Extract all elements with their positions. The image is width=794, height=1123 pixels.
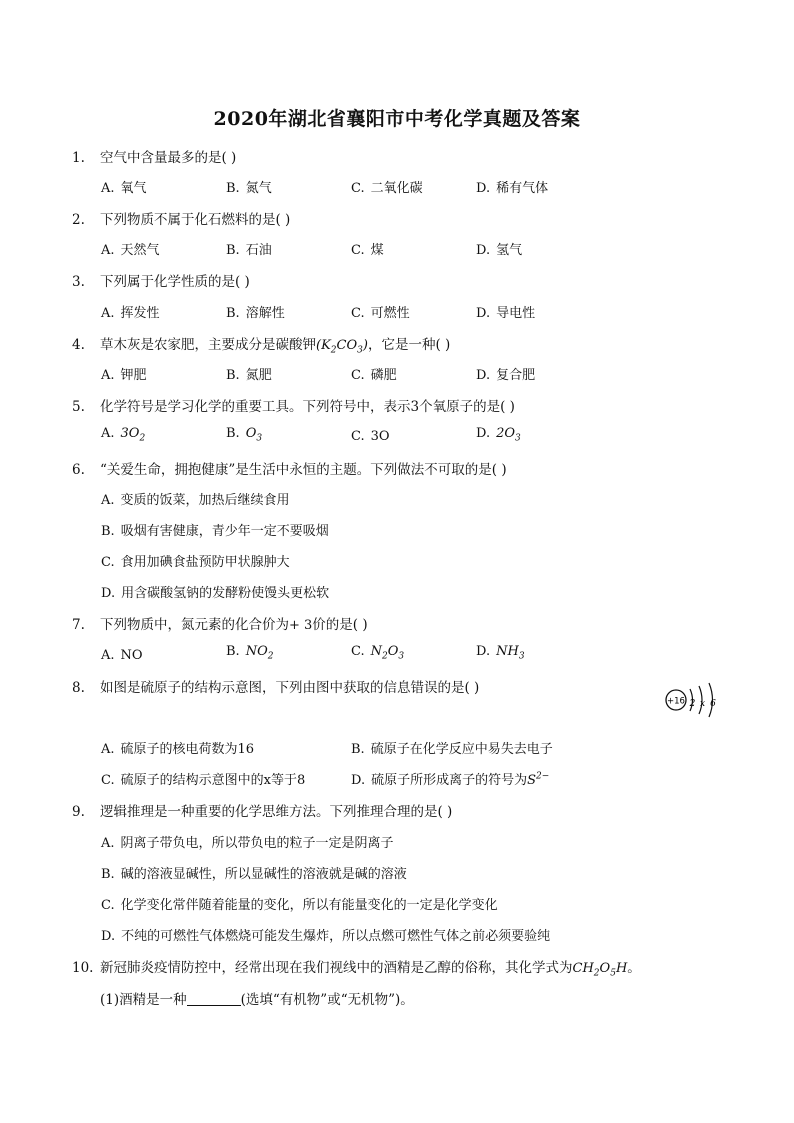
- sulfur-atom-diagram: [664, 680, 722, 720]
- question-number: 1.: [72, 150, 85, 166]
- question-stem: 如图是硫原子的结构示意图，下列由图中获取的信息错误的是( ): [100, 680, 480, 696]
- question-8: [72, 676, 479, 696]
- question-5: [72, 395, 515, 415]
- question-stem: 下列属于化学性质的是( ): [100, 274, 250, 290]
- option-b: B. 碱的溶液显碱性，所以显碱性的溶液就是碱的溶液: [101, 867, 407, 882]
- option-a: A. 天然气: [101, 243, 160, 258]
- option-a: A. 钾肥: [101, 368, 147, 383]
- option-b: B. 吸烟有害健康，青少年一定不要吸烟: [101, 524, 329, 539]
- option-c: C. 食用加碘食盐预防甲状腺肿大: [101, 555, 290, 570]
- option-d: D. 硫原子所形成离子的符号为$S^{2-}$: [351, 771, 550, 788]
- option-d: D. 氢气: [476, 243, 523, 258]
- option-c: C. 3O: [351, 429, 390, 444]
- option-c: C. $N_2O_3$: [351, 644, 405, 662]
- option-c: C. 化学变化常伴随着能量的变化，所以有能量变化的一定是化学变化: [101, 898, 498, 913]
- option-c: C. 磷肥: [351, 368, 397, 383]
- option-d: D. 用含碳酸氢钠的发酵粉使馒头更松软: [101, 586, 330, 601]
- option-d: D. 导电性: [476, 306, 536, 321]
- option-c: C. 可燃性: [351, 306, 410, 321]
- formula-k2co3: $(K_2CO_3)$: [316, 338, 368, 356]
- question-stem: 下列物质不属于化石燃料的是( ): [100, 212, 291, 228]
- question-1: [72, 146, 236, 166]
- question-number: 7.: [72, 617, 85, 633]
- option-b: B. 氮肥: [226, 368, 272, 383]
- option-b: B. 氮气: [226, 181, 272, 196]
- nucleus-charge: +16: [667, 696, 685, 707]
- option-c: C. 硫原子的结构示意图中的x等于8: [101, 773, 306, 788]
- question-number: 3.: [72, 274, 85, 290]
- option-d: D. 稀有气体: [476, 181, 549, 196]
- question-7: 7. 下列物质中，氮元素的化合价为+ 3价的是( ): [72, 617, 368, 633]
- option-b: B. $O_3$: [226, 426, 263, 444]
- option-a: A. 硫原子的核电荷数为16: [101, 742, 255, 757]
- option-a: A. $3O_2$: [101, 426, 146, 444]
- question-6: [72, 458, 507, 478]
- option-a: A. 阴离子带负电，所以带负电的粒子一定是阴离子: [101, 836, 394, 851]
- option-d: D. $NH_3$: [476, 644, 525, 662]
- option-b: B. 溶解性: [226, 306, 285, 321]
- option-c: C. 二氧化碳: [351, 181, 423, 196]
- question-number: 2.: [72, 212, 85, 228]
- answer-blank[interactable]: [187, 993, 241, 1006]
- question-3: [72, 270, 250, 290]
- question-number: 8.: [72, 680, 85, 696]
- option-a: A. 变质的饭菜，加热后继续食用: [101, 493, 290, 508]
- option-b: B. $NO_2$: [226, 644, 274, 662]
- shell-3-electrons: 6: [710, 699, 716, 709]
- option-b: B. 石油: [226, 243, 272, 258]
- option-a: A. 氧气: [101, 181, 147, 196]
- question-2: [72, 208, 290, 228]
- option-d: D. $2O_3$: [476, 426, 521, 444]
- question-10: 10. 新冠肺炎疫情防控中，经常出现在我们视线中的酒精是乙醇的俗称，其化学式为$CH_2O_5H$。: [72, 960, 641, 979]
- sub-question-1: (1)酒精是一种 (选填“有机物”或“无机物”)。: [100, 992, 414, 1008]
- option-d: D. 不纯的可燃性气体燃烧可能发生爆炸，所以点燃可燃性气体之前必须要验纯: [101, 929, 551, 944]
- option-b: B. 硫原子在化学反应中易失去电子: [351, 742, 553, 757]
- option-c: C. 煤: [351, 243, 384, 258]
- question-9: [72, 800, 452, 820]
- option-a: A. 挥发性: [101, 306, 160, 321]
- page-title: 2020年湖北省襄阳市中考化学真题及答案: [213, 108, 581, 130]
- question-stem: “关爱生命，拥抱健康”是生活中永恒的主题。下列做法不可取的是( ): [100, 462, 507, 478]
- question-number: 6.: [72, 462, 85, 478]
- question-number: 10.: [72, 960, 94, 976]
- question-number: 5.: [72, 399, 85, 415]
- shell-1-electrons: 2: [689, 699, 696, 709]
- option-a: A. NO: [101, 648, 143, 663]
- option-d: D. 复合肥: [476, 368, 536, 383]
- valence-value: + 3: [289, 618, 313, 633]
- shell-2-electrons: x: [699, 699, 706, 709]
- formula-ethanol: $CH_2O_5H$: [572, 961, 628, 979]
- question-stem: 空气中含量最多的是( ): [100, 150, 237, 166]
- question-stem: 逻辑推理是一种重要的化学思维方法。下列推理合理的是( ): [100, 804, 453, 820]
- question-stem: 化学符号是学习化学的重要工具。下列符号中，表示3个氧原子的是( ): [100, 399, 515, 415]
- question-4: 4. 草木灰是农家肥，主要成分是碳酸钾$(K_2CO_3)$，它是一种( ): [72, 337, 451, 356]
- question-number: 9.: [72, 804, 85, 820]
- question-number: 4.: [72, 337, 85, 353]
